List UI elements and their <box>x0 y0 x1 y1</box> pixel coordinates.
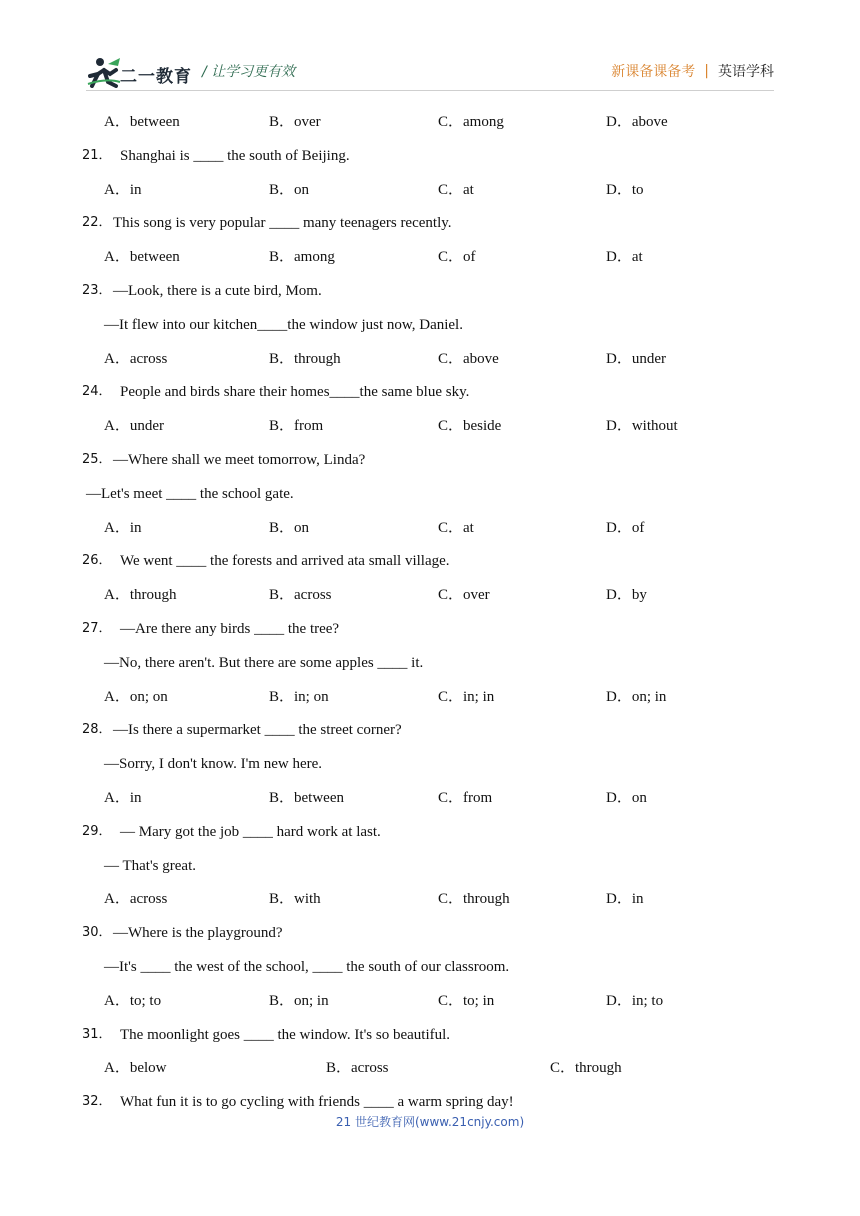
option-c[interactable]: C．to; in <box>438 992 495 1009</box>
question-line <box>0 212 860 234</box>
question-stem: People and birds share their homes____the same blue sky. <box>120 384 470 401</box>
option-a[interactable]: A．between <box>104 114 180 130</box>
option-b[interactable]: B．across <box>269 587 332 604</box>
option-a[interactable]: A．below <box>104 1060 167 1077</box>
option-c[interactable]: C．through <box>550 1060 622 1077</box>
subject-label: 英语学科 <box>718 64 774 80</box>
question-stem: We went ____ the forests and arrived ata small village. <box>120 553 450 570</box>
option-d[interactable]: D．without <box>606 418 678 435</box>
question-line <box>0 449 860 471</box>
option-c[interactable]: C．among <box>438 114 504 130</box>
option-b[interactable]: B．in; on <box>269 688 329 705</box>
question-stem: Shanghai is ____ the south of Beijing. <box>120 147 350 164</box>
option-d[interactable]: D．at <box>606 249 643 266</box>
question-stem: —It's ____ the west of the school, ____ the south of our classroom. <box>104 959 510 975</box>
question-line <box>0 550 860 572</box>
option-a[interactable]: A．between <box>104 249 180 266</box>
option-d[interactable]: D．above <box>606 114 668 130</box>
options-row <box>0 111 860 133</box>
option-c[interactable]: C．at <box>438 181 474 198</box>
option-b[interactable]: B．on; in <box>269 992 329 1009</box>
options-row <box>0 888 860 910</box>
question-line <box>0 719 860 741</box>
option-a[interactable]: A．across <box>104 891 168 908</box>
question-number: 30． <box>82 925 112 941</box>
option-c[interactable]: C．in; in <box>438 688 495 705</box>
course-label: 新课备课备考 <box>611 64 696 80</box>
option-a[interactable]: A．in <box>104 181 142 198</box>
option-d[interactable]: D．under <box>606 350 666 367</box>
option-d[interactable]: D．on <box>606 790 647 806</box>
options-row <box>0 517 860 539</box>
option-a[interactable]: A．under <box>104 418 164 435</box>
question-line <box>0 922 860 944</box>
option-a[interactable]: A．in <box>104 519 142 536</box>
question-stem: —Is there a supermarket ____ the street corner? <box>113 722 402 739</box>
question-stem: —Look, there is a cute bird, Mom. <box>113 283 322 299</box>
question-stem: — That's great. <box>104 857 196 874</box>
question-stem: What fun it is to go cycling with friends ____ a warm spring day! <box>120 1094 514 1111</box>
question-line <box>0 381 860 403</box>
option-c[interactable]: C．through <box>438 891 510 908</box>
option-a[interactable]: A．in <box>104 790 142 806</box>
option-d[interactable]: D．by <box>606 587 647 604</box>
question-stem: This song is very popular ____ many teenagers recently. <box>113 215 452 232</box>
question-line <box>0 821 860 843</box>
options-row <box>0 348 860 370</box>
option-c[interactable]: C．from <box>438 790 493 806</box>
options-row <box>0 179 860 201</box>
question-line <box>0 1091 860 1113</box>
question-number: 25． <box>82 452 112 467</box>
option-b[interactable]: B．between <box>269 790 344 806</box>
question-stem: The moonlight goes ____ the window. It's so beautiful. <box>120 1026 451 1043</box>
question-stem: —Are there any birds ____ the tree? <box>120 621 340 637</box>
question-number: 29． <box>82 823 112 839</box>
question-number: 22． <box>82 215 112 231</box>
option-b[interactable]: B．through <box>269 350 341 367</box>
option-c[interactable]: C．above <box>438 350 499 367</box>
logo-text: 二一教育 <box>120 67 192 87</box>
question-line <box>0 618 860 640</box>
option-c[interactable]: C．of <box>438 249 476 266</box>
header-right <box>611 61 774 81</box>
question-number: 21． <box>82 147 112 163</box>
option-c[interactable]: C．over <box>438 587 490 604</box>
question-number: 32． <box>82 1094 112 1110</box>
option-b[interactable]: B．on <box>269 181 310 198</box>
question-number: 28． <box>82 722 112 738</box>
header-slogan: / 让学习更有效 <box>202 64 296 80</box>
option-a[interactable]: A．to; to <box>104 992 162 1009</box>
question-line <box>0 1024 860 1046</box>
question-stem: —Let's meet ____ the school gate. <box>86 485 294 502</box>
question-line <box>0 956 860 978</box>
option-b[interactable]: B．across <box>326 1060 389 1077</box>
question-stem: —Where is the playground? <box>113 925 283 942</box>
question-stem: —No, there aren't. But there are some apples ____ it. <box>104 654 424 671</box>
question-stem: —It flew into our kitchen____the window just now, Daniel. <box>104 316 463 333</box>
option-b[interactable]: B．over <box>269 114 321 130</box>
option-a[interactable]: A．through <box>104 587 177 604</box>
question-line <box>0 314 860 336</box>
question-number: 24． <box>82 384 112 400</box>
question-number: 27． <box>82 621 112 636</box>
option-b[interactable]: B．with <box>269 891 321 908</box>
option-d[interactable]: D．in <box>606 891 644 908</box>
question-stem: — Mary got the job ____ hard work at last. <box>120 823 381 840</box>
question-line <box>0 145 860 167</box>
options-row <box>0 415 860 437</box>
option-a[interactable]: A．across <box>104 350 168 367</box>
question-stem: —Sorry, I don't know. I'm new here. <box>104 756 322 773</box>
option-d[interactable]: D．to <box>606 181 644 198</box>
option-d[interactable]: D．in; to <box>606 992 664 1009</box>
question-number: 23． <box>82 283 112 298</box>
option-d[interactable]: D．on; in <box>606 688 667 705</box>
options-row <box>0 990 860 1012</box>
question-number: 31． <box>82 1026 112 1042</box>
options-row <box>0 787 860 809</box>
question-line <box>0 280 860 302</box>
question-line <box>0 855 860 877</box>
question-line <box>0 483 860 505</box>
options-row <box>0 1057 860 1079</box>
header-separator: | <box>704 63 709 79</box>
option-b[interactable]: B．on <box>269 519 310 536</box>
header-divider <box>86 90 774 91</box>
question-number: 26． <box>82 553 112 569</box>
page-footer: 21 世纪教育网(www.21cnjy.com) <box>335 1115 525 1129</box>
option-b[interactable]: B．from <box>269 418 324 435</box>
options-row <box>0 686 860 708</box>
option-d[interactable]: D．of <box>606 519 645 536</box>
question-line <box>0 652 860 674</box>
option-c[interactable]: C．beside <box>438 418 502 435</box>
option-c[interactable]: C．at <box>438 519 474 536</box>
question-stem: —Where shall we meet tomorrow, Linda? <box>113 452 366 468</box>
option-a[interactable]: A．on; on <box>104 688 168 705</box>
question-line <box>0 753 860 775</box>
option-b[interactable]: B．among <box>269 249 335 266</box>
options-row <box>0 246 860 268</box>
options-row <box>0 584 860 606</box>
page-header <box>0 0 860 100</box>
